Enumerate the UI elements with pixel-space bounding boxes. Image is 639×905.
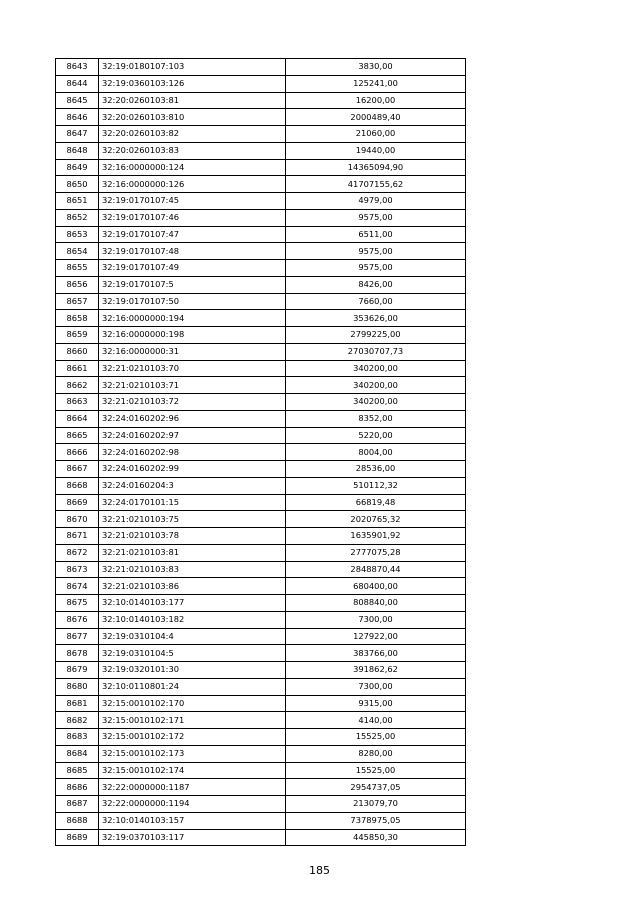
cadastral-number-cell: 32:21:0210103:70 <box>99 360 286 377</box>
table-row <box>56 410 466 427</box>
table-row <box>56 745 466 762</box>
table-row <box>56 360 466 377</box>
table-row <box>56 276 466 293</box>
cadastral-number-cell: 32:24:0160202:96 <box>99 410 286 427</box>
cadastral-number-cell: 32:10:0140103:177 <box>99 595 286 612</box>
cadastral-value-cell: 7378975,05 <box>286 812 466 829</box>
cadastral-number-cell: 32:16:0000000:126 <box>99 176 286 193</box>
table-row <box>56 109 466 126</box>
cadastral-value-cell: 8280,00 <box>286 745 466 762</box>
cadastral-number-cell: 32:19:0170107:45 <box>99 193 286 210</box>
cadastral-number-cell: 32:24:0170101:15 <box>99 494 286 511</box>
cadastral-value-cell: 391862,62 <box>286 662 466 679</box>
cadastral-value-cell: 340200,00 <box>286 360 466 377</box>
cadastral-value-cell: 127922,00 <box>286 628 466 645</box>
row-number-cell: 8658 <box>56 310 99 327</box>
table-row <box>56 695 466 712</box>
row-number-cell: 8682 <box>56 712 99 729</box>
row-number-cell: 8647 <box>56 126 99 143</box>
cadastral-value-cell: 8352,00 <box>286 410 466 427</box>
cadastral-number-cell: 32:19:0180107:103 <box>99 59 286 76</box>
cadastral-number-cell: 32:15:0010102:170 <box>99 695 286 712</box>
cadastral-number-cell: 32:15:0010102:174 <box>99 762 286 779</box>
row-number-cell: 8665 <box>56 427 99 444</box>
cadastral-number-cell: 32:20:0260103:81 <box>99 92 286 109</box>
table-row <box>56 712 466 729</box>
cadastral-number-cell: 32:20:0260103:82 <box>99 126 286 143</box>
table-row <box>56 142 466 159</box>
row-number-cell: 8651 <box>56 193 99 210</box>
cadastral-value-cell: 510112,32 <box>286 477 466 494</box>
cadastral-number-cell: 32:10:0110801:24 <box>99 678 286 695</box>
cadastral-number-cell: 32:24:0160202:97 <box>99 427 286 444</box>
cadastral-value-cell: 383766,00 <box>286 645 466 662</box>
cadastral-value-cell: 41707155,62 <box>286 176 466 193</box>
table-row <box>56 511 466 528</box>
row-number-cell: 8667 <box>56 461 99 478</box>
cadastral-number-cell: 32:19:0310104:5 <box>99 645 286 662</box>
table-row <box>56 92 466 109</box>
table-row <box>56 226 466 243</box>
cadastral-value-cell: 213079,70 <box>286 796 466 813</box>
cadastral-number-cell: 32:15:0010102:171 <box>99 712 286 729</box>
row-number-cell: 8661 <box>56 360 99 377</box>
cadastral-value-cell: 445850,30 <box>286 829 466 846</box>
cadastral-value-cell: 2020765,32 <box>286 511 466 528</box>
table-row <box>56 327 466 344</box>
cadastral-number-cell: 32:16:0000000:194 <box>99 310 286 327</box>
row-number-cell: 8686 <box>56 779 99 796</box>
cadastral-number-cell: 32:10:0140103:157 <box>99 812 286 829</box>
cadastral-value-cell: 2000489,40 <box>286 109 466 126</box>
table-row <box>56 126 466 143</box>
cadastral-number-cell: 32:19:0310104:4 <box>99 628 286 645</box>
table-row <box>56 762 466 779</box>
cadastral-number-cell: 32:19:0320101:30 <box>99 662 286 679</box>
cadastral-value-cell: 9315,00 <box>286 695 466 712</box>
row-number-cell: 8656 <box>56 276 99 293</box>
cadastral-value-cell: 4140,00 <box>286 712 466 729</box>
cadastral-value-cell: 3830,00 <box>286 59 466 76</box>
table-body <box>56 59 466 846</box>
row-number-cell: 8688 <box>56 812 99 829</box>
row-number-cell: 8660 <box>56 343 99 360</box>
table-row <box>56 528 466 545</box>
cadastral-value-cell: 808840,00 <box>286 595 466 612</box>
cadastral-number-cell: 32:24:0160202:98 <box>99 444 286 461</box>
table-row <box>56 159 466 176</box>
cadastral-number-cell: 32:20:0260103:83 <box>99 142 286 159</box>
cadastral-value-cell: 9575,00 <box>286 209 466 226</box>
table-row <box>56 796 466 813</box>
cadastral-value-cell: 28536,00 <box>286 461 466 478</box>
table-row <box>56 310 466 327</box>
table-row <box>56 812 466 829</box>
table-row <box>56 260 466 277</box>
cadastral-number-cell: 32:19:0170107:50 <box>99 293 286 310</box>
table-row <box>56 662 466 679</box>
cadastral-value-cell: 21060,00 <box>286 126 466 143</box>
row-number-cell: 8650 <box>56 176 99 193</box>
cadastral-value-cell: 7660,00 <box>286 293 466 310</box>
row-number-cell: 8672 <box>56 544 99 561</box>
table-row <box>56 544 466 561</box>
row-number-cell: 8662 <box>56 377 99 394</box>
row-number-cell: 8649 <box>56 159 99 176</box>
cadastral-number-cell: 32:16:0000000:31 <box>99 343 286 360</box>
cadastral-value-cell: 680400,00 <box>286 578 466 595</box>
cadastral-value-cell: 6511,00 <box>286 226 466 243</box>
table-row <box>56 595 466 612</box>
row-number-cell: 8644 <box>56 75 99 92</box>
cadastral-number-cell: 32:16:0000000:124 <box>99 159 286 176</box>
cadastral-number-cell: 32:15:0010102:173 <box>99 745 286 762</box>
row-number-cell: 8684 <box>56 745 99 762</box>
table-row <box>56 343 466 360</box>
row-number-cell: 8679 <box>56 662 99 679</box>
cadastral-number-cell: 32:22:0000000:1187 <box>99 779 286 796</box>
row-number-cell: 8643 <box>56 59 99 76</box>
cadastral-number-cell: 32:21:0210103:75 <box>99 511 286 528</box>
cadastral-value-cell: 340200,00 <box>286 394 466 411</box>
table-row <box>56 494 466 511</box>
cadastral-value-cell: 1635901,92 <box>286 528 466 545</box>
cadastral-number-cell: 32:21:0210103:71 <box>99 377 286 394</box>
cadastral-value-cell: 27030707,73 <box>286 343 466 360</box>
table-row <box>56 561 466 578</box>
row-number-cell: 8675 <box>56 595 99 612</box>
cadastral-number-cell: 32:19:0170107:49 <box>99 260 286 277</box>
cadastral-value-cell: 5220,00 <box>286 427 466 444</box>
table-row <box>56 729 466 746</box>
row-number-cell: 8677 <box>56 628 99 645</box>
row-number-cell: 8678 <box>56 645 99 662</box>
table-row <box>56 427 466 444</box>
cadastral-number-cell: 32:19:0170107:5 <box>99 276 286 293</box>
row-number-cell: 8645 <box>56 92 99 109</box>
cadastral-number-cell: 32:22:0000000:1194 <box>99 796 286 813</box>
cadastral-value-cell: 16200,00 <box>286 92 466 109</box>
cadastral-number-cell: 32:24:0160204:3 <box>99 477 286 494</box>
table-row <box>56 193 466 210</box>
row-number-cell: 8683 <box>56 729 99 746</box>
cadastral-value-table <box>55 58 466 846</box>
cadastral-value-cell: 8426,00 <box>286 276 466 293</box>
table-row <box>56 477 466 494</box>
row-number-cell: 8669 <box>56 494 99 511</box>
cadastral-number-cell: 32:21:0210103:78 <box>99 528 286 545</box>
table-row <box>56 461 466 478</box>
table-row <box>56 444 466 461</box>
cadastral-value-cell: 66819,48 <box>286 494 466 511</box>
table-row <box>56 678 466 695</box>
cadastral-value-cell: 15525,00 <box>286 762 466 779</box>
row-number-cell: 8687 <box>56 796 99 813</box>
row-number-cell: 8666 <box>56 444 99 461</box>
table-row <box>56 377 466 394</box>
cadastral-value-cell: 14365094,90 <box>286 159 466 176</box>
row-number-cell: 8659 <box>56 327 99 344</box>
row-number-cell: 8646 <box>56 109 99 126</box>
cadastral-number-cell: 32:21:0210103:86 <box>99 578 286 595</box>
row-number-cell: 8689 <box>56 829 99 846</box>
row-number-cell: 8685 <box>56 762 99 779</box>
table-row <box>56 578 466 595</box>
table-row <box>56 645 466 662</box>
row-number-cell: 8657 <box>56 293 99 310</box>
row-number-cell: 8680 <box>56 678 99 695</box>
row-number-cell: 8671 <box>56 528 99 545</box>
cadastral-number-cell: 32:19:0370103:117 <box>99 829 286 846</box>
cadastral-value-cell: 125241,00 <box>286 75 466 92</box>
table-row <box>56 59 466 76</box>
table-row <box>56 611 466 628</box>
row-number-cell: 8676 <box>56 611 99 628</box>
row-number-cell: 8655 <box>56 260 99 277</box>
table-row <box>56 75 466 92</box>
table-row <box>56 243 466 260</box>
row-number-cell: 8652 <box>56 209 99 226</box>
cadastral-value-cell: 19440,00 <box>286 142 466 159</box>
cadastral-number-cell: 32:15:0010102:172 <box>99 729 286 746</box>
cadastral-number-cell: 32:24:0160202:99 <box>99 461 286 478</box>
row-number-cell: 8648 <box>56 142 99 159</box>
row-number-cell: 8681 <box>56 695 99 712</box>
row-number-cell: 8654 <box>56 243 99 260</box>
cadastral-number-cell: 32:10:0140103:182 <box>99 611 286 628</box>
cadastral-value-cell: 7300,00 <box>286 678 466 695</box>
table-row <box>56 394 466 411</box>
cadastral-number-cell: 32:21:0210103:72 <box>99 394 286 411</box>
table-row <box>56 293 466 310</box>
table-row <box>56 628 466 645</box>
row-number-cell: 8668 <box>56 477 99 494</box>
row-number-cell: 8673 <box>56 561 99 578</box>
cadastral-value-cell: 2848870,44 <box>286 561 466 578</box>
cadastral-number-cell: 32:16:0000000:198 <box>99 327 286 344</box>
cadastral-value-cell: 4979,00 <box>286 193 466 210</box>
cadastral-number-cell: 32:21:0210103:83 <box>99 561 286 578</box>
cadastral-number-cell: 32:19:0170107:46 <box>99 209 286 226</box>
cadastral-value-cell: 15525,00 <box>286 729 466 746</box>
cadastral-value-cell: 353626,00 <box>286 310 466 327</box>
cadastral-number-cell: 32:21:0210103:81 <box>99 544 286 561</box>
table-row <box>56 176 466 193</box>
cadastral-value-cell: 2799225,00 <box>286 327 466 344</box>
cadastral-number-cell: 32:20:0260103:810 <box>99 109 286 126</box>
row-number-cell: 8663 <box>56 394 99 411</box>
row-number-cell: 8653 <box>56 226 99 243</box>
cadastral-value-cell: 7300,00 <box>286 611 466 628</box>
cadastral-number-cell: 32:19:0170107:48 <box>99 243 286 260</box>
cadastral-value-cell: 2954737,05 <box>286 779 466 796</box>
cadastral-value-cell: 340200,00 <box>286 377 466 394</box>
table-row <box>56 779 466 796</box>
row-number-cell: 8674 <box>56 578 99 595</box>
cadastral-value-cell: 2777075,28 <box>286 544 466 561</box>
page-number: 185 <box>309 864 330 877</box>
cadastral-value-cell: 9575,00 <box>286 260 466 277</box>
table-row <box>56 829 466 846</box>
row-number-cell: 8664 <box>56 410 99 427</box>
cadastral-number-cell: 32:19:0360103:126 <box>99 75 286 92</box>
table-row <box>56 209 466 226</box>
cadastral-value-cell: 9575,00 <box>286 243 466 260</box>
row-number-cell: 8670 <box>56 511 99 528</box>
cadastral-number-cell: 32:19:0170107:47 <box>99 226 286 243</box>
cadastral-value-cell: 8004,00 <box>286 444 466 461</box>
